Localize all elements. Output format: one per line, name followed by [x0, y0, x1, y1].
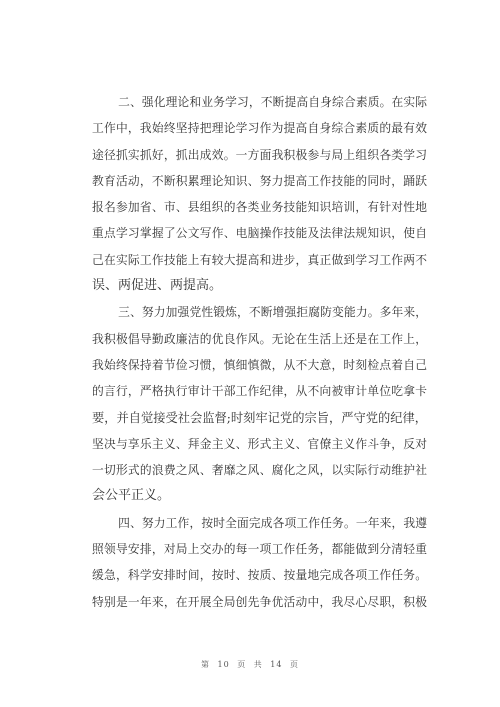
text-line: 误、两促进、两提高。 — [92, 278, 223, 294]
text-line: 我始终保持着节俭习惯，慎细慎微，从不大意，时刻检点着自己 — [92, 357, 427, 372]
text-line: 缓急，科学安排时间，按时、按质、按量地完成各项工作任务。 — [92, 568, 427, 583]
text-line — [92, 510, 427, 536]
paragraph-theory-study — [92, 89, 427, 299]
text-line: 特别是一年来，在开展全局创先争优活动中，我尽心尽职，积极 — [92, 594, 427, 609]
text-line — [92, 89, 427, 115]
paragraph-work-tasks — [92, 510, 427, 615]
text-line: 坚决与享乐主义、拜金主义、形式主义、官僚主义作斗争，反对 — [92, 436, 427, 451]
text-line: 我积极倡导勤政廉洁的优良作风。无论在生活上还是在工作上， — [92, 331, 427, 346]
text-line — [92, 299, 427, 325]
text-line: 己在实际工作技能上有较大提高和进步，真正做到学习工作两不 — [92, 252, 427, 267]
text-line: 报名参加省、市、县组织的各类业务技能知识培训，有针对性地 — [92, 200, 427, 215]
text-line: 的言行，严格执行审计干部工作纪律，从不向被审计单位吃拿卡 — [92, 384, 427, 399]
text-span: 四、努力工作，按时全面完成各项工作任务。一年来，我遵 — [118, 515, 427, 530]
text-line: 教育活动，不断积累理论知识、努力提高工作技能的同时，踊跃 — [92, 173, 427, 188]
text-line: 工作中，我始终坚持把理论学习作为提高自身综合素质的最有效 — [92, 121, 427, 136]
text-line: 照领导安排，对局上交办的每一项工作任务，都能做到分清轻重 — [92, 542, 427, 557]
document-body — [92, 89, 427, 615]
text-line: 途径抓实抓好，抓出成效。一方面我积极参与局上组织各类学习 — [92, 147, 427, 162]
text-line: 重点学习掌握了公文写作、电脑操作技能及法律法规知识，使自 — [92, 226, 427, 241]
text-line: 要，并自觉接受社会监督;时刻牢记党的宗旨，严守党的纪律， — [92, 410, 427, 425]
text-line: 一切形式的浪费之风、奢靡之风、腐化之风，以实际行动维护社 — [92, 463, 427, 478]
text-line: 会公平正义。 — [92, 488, 171, 504]
paragraph-party-discipline — [92, 299, 427, 509]
text-span: 三、努力加强党性锻炼，不断增强拒腐防变能力。多年来， — [118, 305, 427, 320]
text-span: 二、强化理论和业务学习，不断提高自身综合素质。在实际 — [118, 95, 427, 109]
page-number-footer: 第 10 页 共 14 页 — [200, 660, 300, 669]
